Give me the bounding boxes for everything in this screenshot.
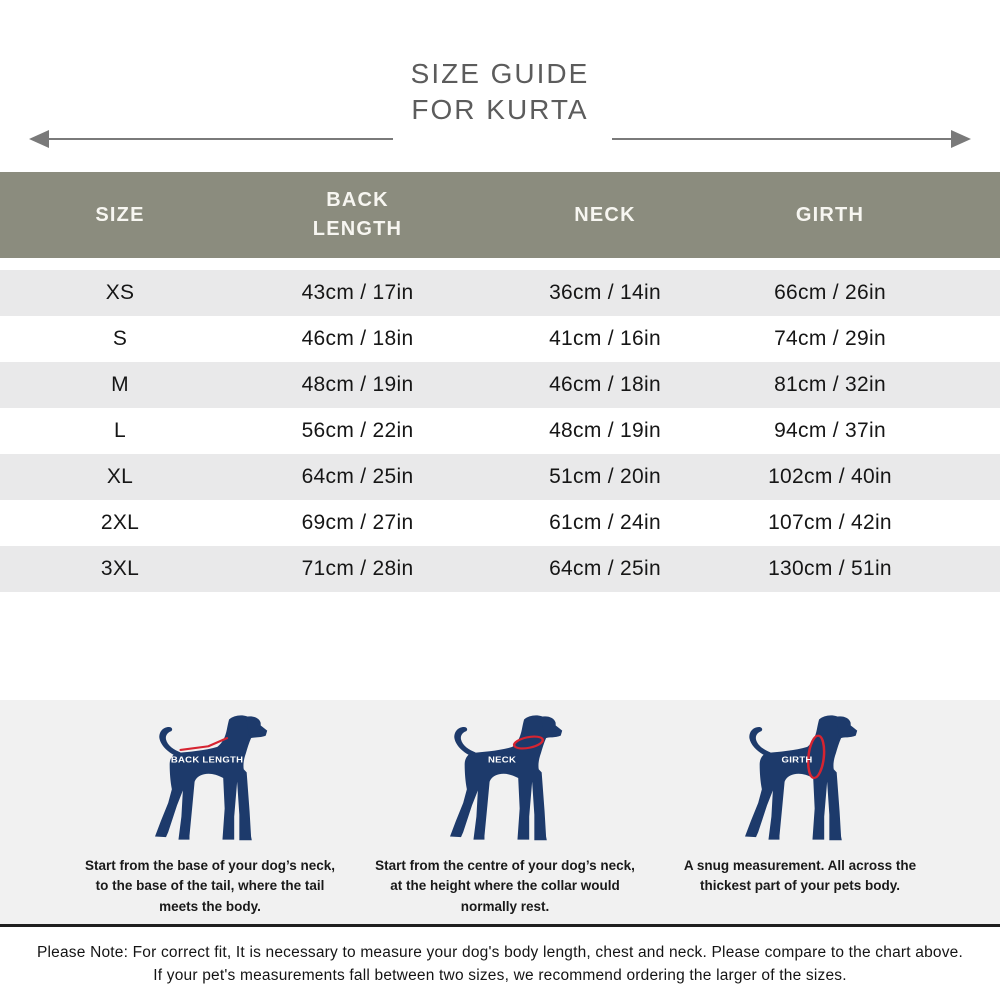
- measuring-guide-section: [0, 700, 1000, 924]
- table-row: [0, 454, 1000, 500]
- size-table-body: [0, 270, 1000, 592]
- cell-girth: 107cm / 42in: [768, 511, 892, 534]
- table-header-row: [0, 172, 1000, 258]
- cell-size: L: [114, 419, 126, 442]
- cell-back-length: 71cm / 28in: [301, 557, 414, 580]
- cell-size: XS: [105, 281, 135, 304]
- cell-back-length: 48cm / 19in: [301, 373, 414, 396]
- cell-girth: 102cm / 40in: [768, 465, 892, 488]
- column-header-size: SIZE: [95, 203, 145, 226]
- cell-back-length: 56cm / 22in: [301, 419, 414, 442]
- table-row: [0, 362, 1000, 408]
- note-line-2: If your pet's measurements fall between two sizes, we recommend ordering the larger of the sizes.: [153, 967, 847, 984]
- table-row: [0, 546, 1000, 592]
- cell-neck: 46cm / 18in: [549, 373, 661, 396]
- cell-neck: 61cm / 24in: [549, 511, 661, 534]
- cell-size: 3XL: [100, 557, 140, 580]
- cell-back-length: 64cm / 25in: [301, 465, 414, 488]
- dog-silhouette-illustration: [144, 712, 276, 844]
- column-header-back-length: BACK LENGTH: [312, 189, 403, 240]
- title-block: [0, 56, 1000, 166]
- measure-label: GIRTH: [781, 755, 813, 765]
- measure-guide-card: [660, 700, 940, 924]
- measure-label: BACK LENGTH: [170, 755, 244, 765]
- table-row: [0, 316, 1000, 362]
- cell-neck: 48cm / 19in: [549, 419, 661, 442]
- page-title: SIZE GUIDE: [410, 58, 590, 89]
- column-header-neck: NECK: [574, 203, 636, 226]
- left-arrow-line: [47, 138, 393, 140]
- left-arrow-icon: [29, 130, 49, 148]
- cell-back-length: 46cm / 18in: [301, 327, 414, 350]
- cell-size: XL: [106, 465, 134, 488]
- cell-girth: 94cm / 37in: [774, 419, 886, 442]
- cell-back-length: 69cm / 27in: [301, 511, 414, 534]
- cell-size: S: [112, 327, 128, 350]
- measure-description: A snug measurement. All across the thickest part of your pets body.: [683, 858, 917, 894]
- right-arrow-icon: [951, 130, 971, 148]
- measure-guide-card: [365, 700, 645, 924]
- cell-neck: 36cm / 14in: [549, 281, 661, 304]
- cell-back-length: 43cm / 17in: [301, 281, 414, 304]
- cell-neck: 41cm / 16in: [549, 327, 661, 350]
- right-arrow-line: [612, 138, 952, 140]
- cell-girth: 66cm / 26in: [774, 281, 886, 304]
- cell-girth: 81cm / 32in: [774, 373, 886, 396]
- table-row: [0, 270, 1000, 316]
- table-row: [0, 408, 1000, 454]
- page-subtitle: FOR KURTA: [411, 94, 589, 125]
- measure-description: Start from the centre of your dog’s neck, at the height where the collar would normally rest.: [375, 858, 635, 914]
- note-line-1: Please Note: For correct fit, It is necessary to measure your dog's body length, chest and neck. Please compare to the chart above.: [36, 944, 964, 961]
- cell-size: 2XL: [100, 511, 140, 534]
- dog-silhouette-illustration: [734, 712, 866, 844]
- dog-silhouette-illustration: [439, 712, 571, 844]
- measure-guide-card: [70, 700, 350, 924]
- cell-neck: 51cm / 20in: [549, 465, 661, 488]
- cell-neck: 64cm / 25in: [549, 557, 661, 580]
- cell-girth: 130cm / 51in: [768, 557, 892, 580]
- table-row: [0, 500, 1000, 546]
- cell-girth: 74cm / 29in: [774, 327, 886, 350]
- note-block: [0, 927, 1000, 1000]
- measure-description: Start from the base of your dog’s neck, to the base of the tail, where the tail meets the body.: [84, 858, 336, 914]
- column-header-girth: GIRTH: [795, 203, 865, 226]
- measure-label: NECK: [487, 755, 517, 765]
- cell-size: M: [111, 373, 129, 396]
